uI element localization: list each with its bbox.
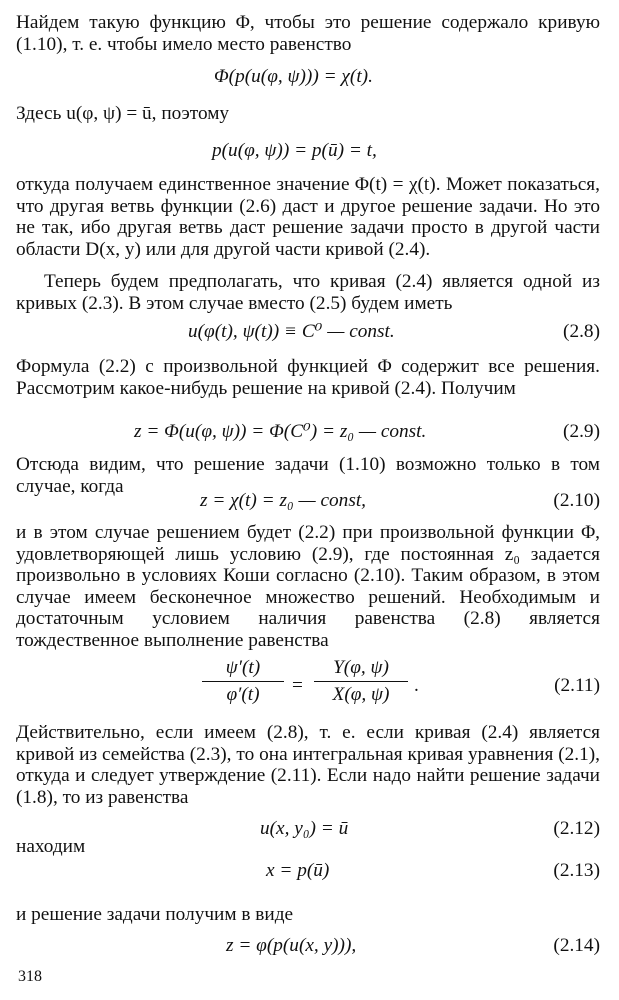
- equation-6-equals: =: [292, 675, 303, 696]
- equation-2: [16, 140, 600, 166]
- fraction-bar: [314, 681, 408, 682]
- equation-6-lhs-numerator: ψ′(t): [225, 657, 261, 678]
- equation-9: [16, 935, 600, 961]
- equation-4-number: (2.9): [563, 421, 600, 442]
- equation-1-formula: Φ(p(u(φ, ψ))) = χ(t).: [214, 66, 373, 87]
- equation-2-formula: p(u(φ, ψ)) = p(ū) = t,: [212, 140, 377, 161]
- equation-8-number: (2.13): [553, 860, 600, 881]
- paragraph-8: Действительно, если имеем (2.8), т. е. если кривая (2.4) является кривой из семейства (2.3), то она интегральная кривая уравнения (2.1), откуда и следует утверждение (2.11). Если надо найти решение задачи (1.8), то из равенства: [16, 722, 600, 808]
- equation-6-period: .: [414, 675, 419, 696]
- equation-7: [16, 818, 600, 844]
- equation-8-formula: x = p(ū): [266, 860, 330, 881]
- paragraph-3: откуда получаем единственное значение Φ(t) = χ(t). Может показаться, что другая ветвь функции (2.6) даст и другое решение задачи. Но это не так, ибо другая ветвь даст решение задачи просто в другой части области D(x, y) или для другой части кривой (2.4).: [16, 174, 600, 260]
- fraction-bar: [202, 681, 284, 682]
- paragraph-4: Теперь будем предполагать, что кривая (2.4) является одной из кривых (2.3). В этом случае вместо (2.5) будем иметь: [16, 271, 600, 314]
- equation-5: [16, 490, 600, 516]
- equation-6-number: (2.11): [554, 675, 600, 696]
- paragraph-5: Формула (2.2) с произвольной функцией Φ содержит все решения. Рассмотрим какое-нибудь решение на кривой (2.4). Получим: [16, 356, 600, 399]
- equation-6-lhs-fraction: [202, 657, 284, 705]
- paragraph-7: и в этом случае решением будет (2.2) при произвольной функции Φ, удовлетворяющей лишь условию (2.9), где постоянная z₀ задается произвольно в условиях Коши согласно (2.10). Таким образом, в этом случае имеем бесконечное множество решений. Необходимым и достаточным условием наличия равенства (2.8) является тождественное выполнение равенства: [16, 522, 600, 651]
- equation-4: [16, 421, 600, 447]
- equation-4-formula: z = Φ(u(φ, ψ)) = Φ(C⁰) = z₀ — const.: [134, 421, 427, 442]
- equation-7-number: (2.12): [553, 818, 600, 839]
- paragraph-6: Отсюда видим, что решение задачи (1.10) возможно только в том случае, когда: [16, 454, 600, 497]
- equation-6: [16, 657, 600, 715]
- page-number: 318: [18, 968, 42, 985]
- equation-5-number: (2.10): [553, 490, 600, 511]
- equation-3-number: (2.8): [563, 321, 600, 342]
- equation-9-number: (2.14): [553, 935, 600, 956]
- equation-6-rhs-denominator: X(φ, ψ): [332, 683, 390, 705]
- equation-8: [16, 860, 600, 886]
- equation-6-rhs-numerator: Y(φ, ψ): [333, 657, 389, 678]
- equation-3: [16, 321, 600, 347]
- equation-6-lhs-denominator: φ′(t): [226, 683, 260, 705]
- equation-5-formula: z = χ(t) = z₀ — const,: [200, 490, 366, 511]
- paragraph-1: Найдем такую функцию Φ, чтобы это решение содержало кривую (1.10), т. е. чтобы имело место равенство: [16, 12, 600, 55]
- equation-6-rhs-fraction: [314, 657, 408, 705]
- equation-3-formula: u(φ(t), ψ(t)) ≡ C⁰ — const.: [188, 321, 395, 342]
- word-nakhodim: находим: [16, 836, 86, 857]
- paragraph-2: Здесь u(φ, ψ) = ū, поэтому: [16, 103, 230, 124]
- paragraph-9: и решение задачи получим в виде: [16, 904, 294, 925]
- equation-7-formula: u(x, y₀) = ū: [260, 818, 349, 839]
- equation-1: [16, 66, 600, 92]
- equation-9-formula: z = φ(p(u(x, y))),: [226, 935, 357, 956]
